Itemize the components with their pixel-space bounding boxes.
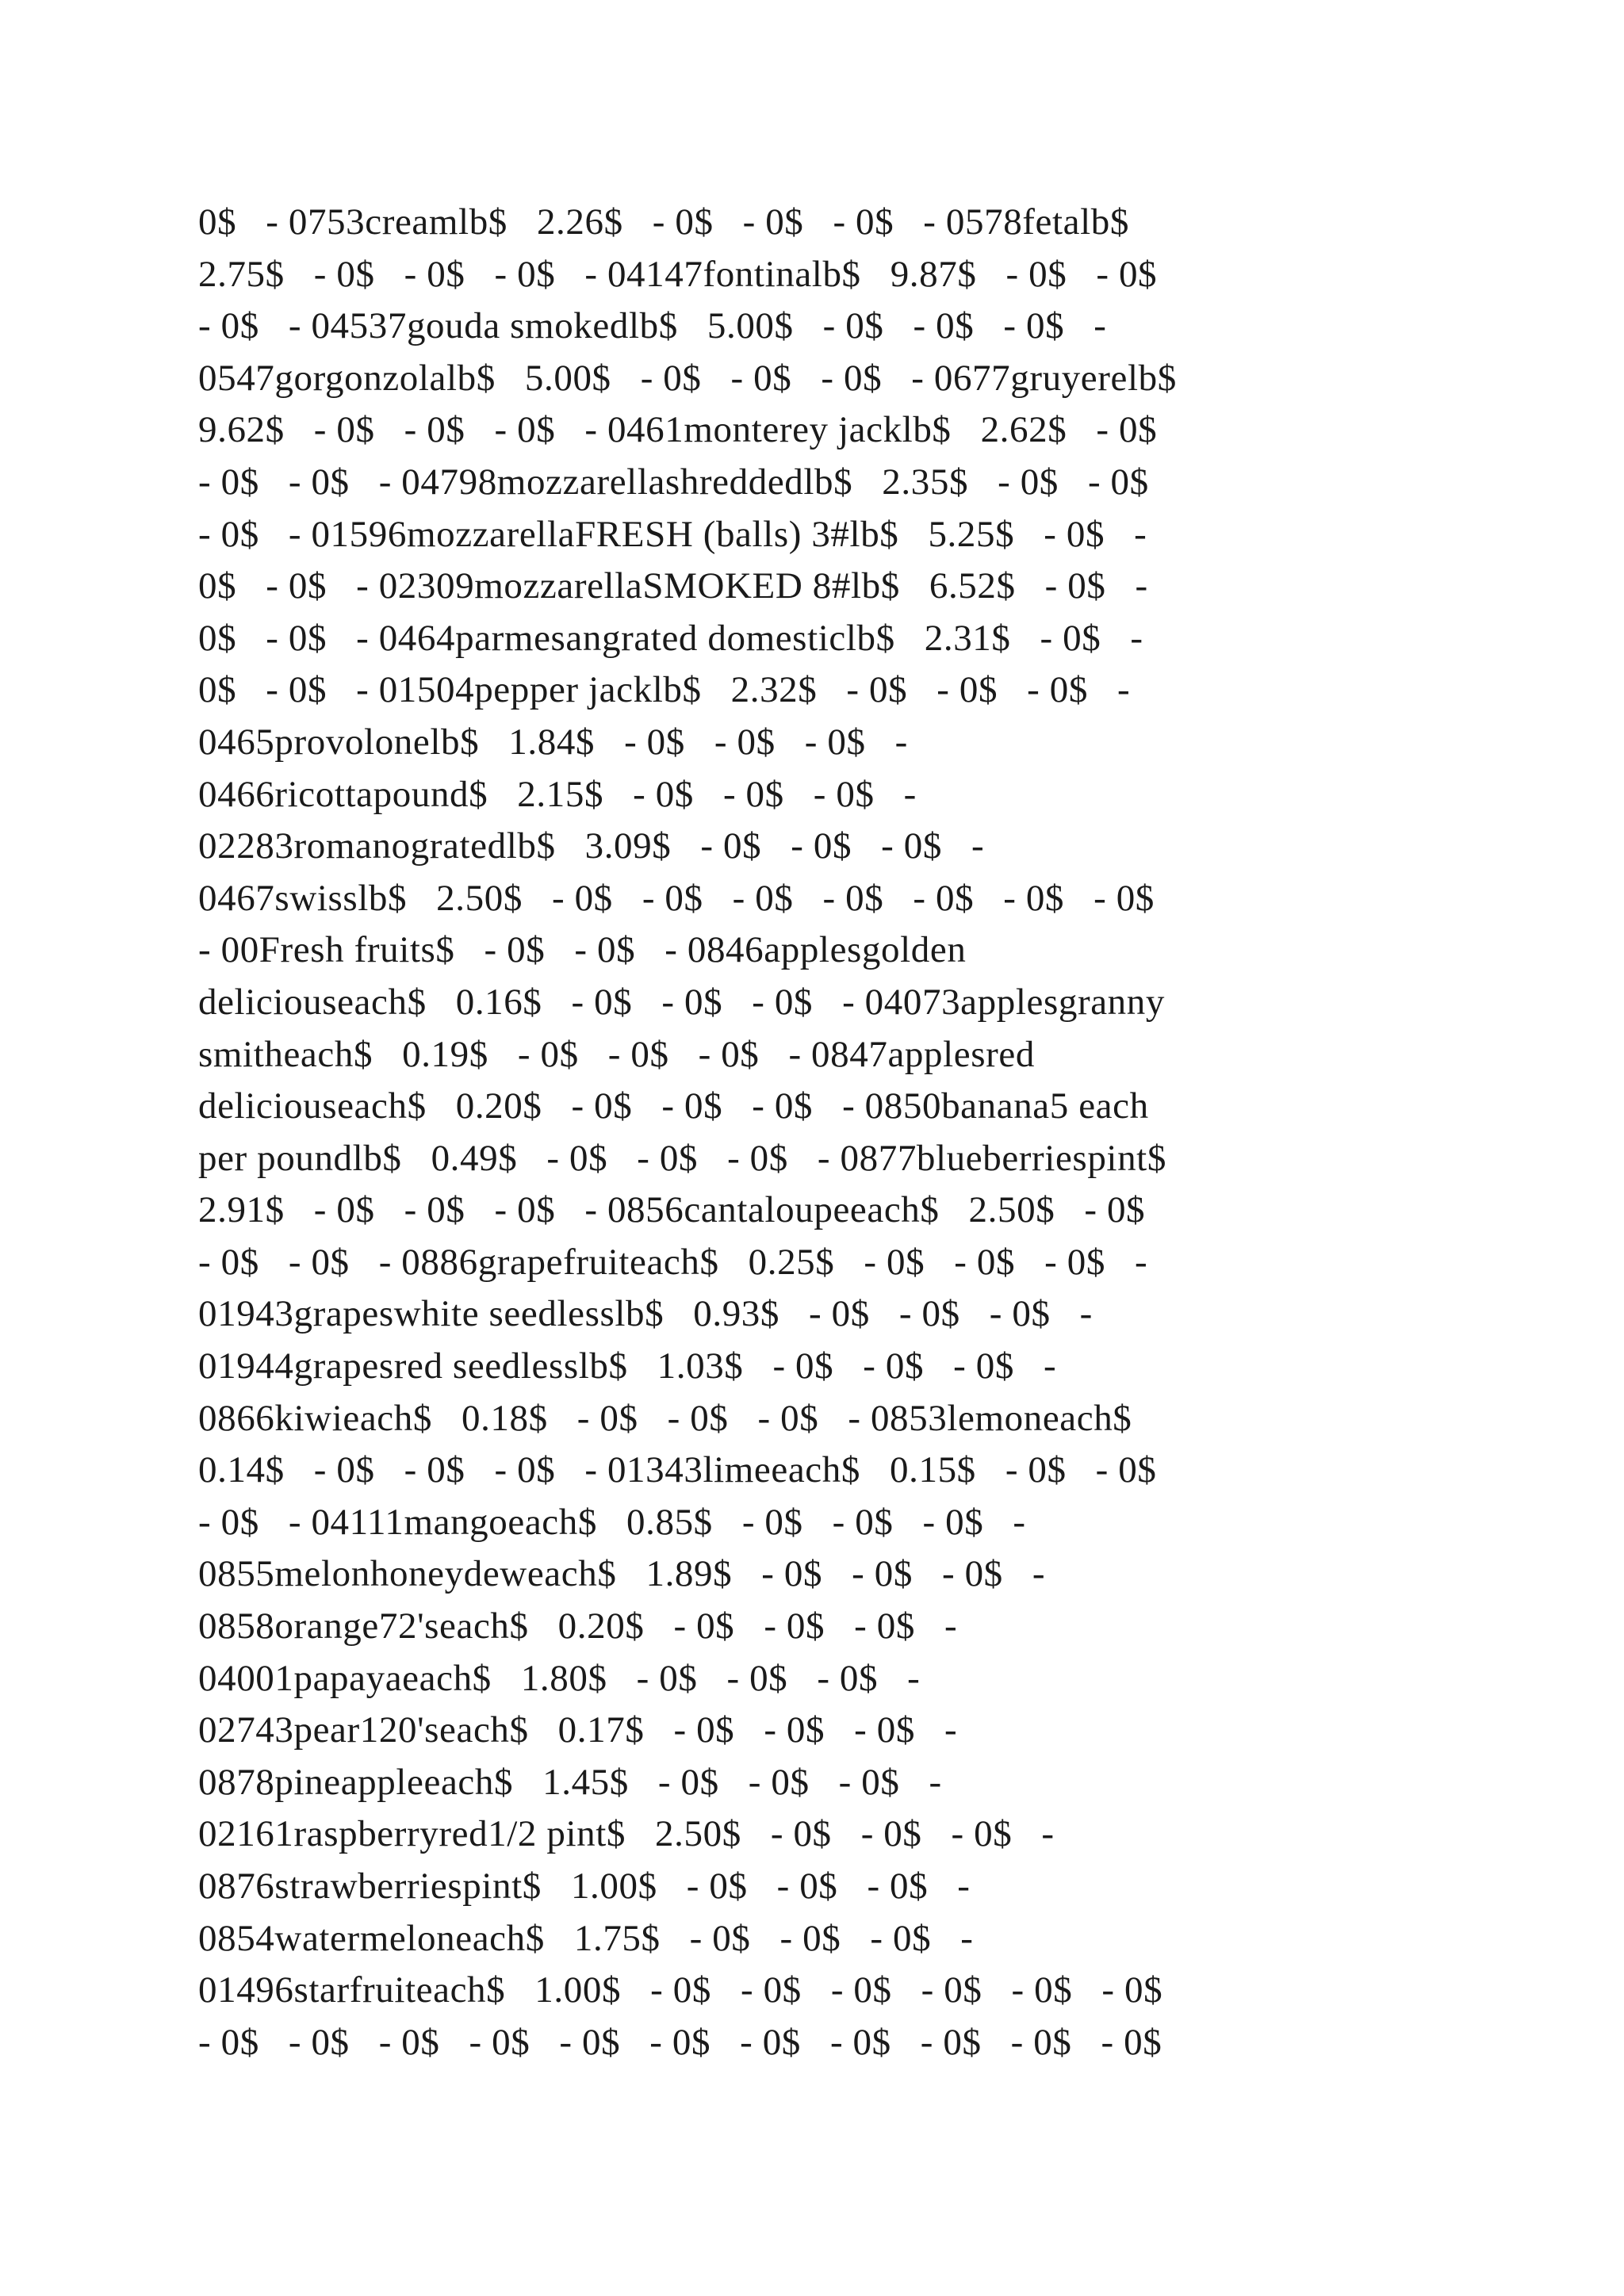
text-line: 02743pear120'seach$ 0.17$ - 0$ - 0$ - 0$ - [198, 1709, 958, 1751]
text-line: 0.14$ - 0$ - 0$ - 0$ - 01343limeeach$ 0.15$ - 0$ - 0$ [198, 1449, 1157, 1491]
text-line: - 0$ - 0$ - 0$ - 0$ - 0$ - 0$ - 0$ - 0$ - 0$ - 0$ - 0$ [198, 2021, 1162, 2063]
text-line: 0547gorgonzolalb$ 5.00$ - 0$ - 0$ - 0$ - 0677gruyerelb$ [198, 357, 1177, 399]
text-line: - 0$ - 0$ - 04798mozzarellashreddedlb$ 2.35$ - 0$ - 0$ [198, 461, 1149, 503]
text-line: - 00Fresh fruits$ - 0$ - 0$ - 0846applesgolden [198, 929, 967, 971]
text-line: per poundlb$ 0.49$ - 0$ - 0$ - 0$ - 0877blueberriespint$ [198, 1137, 1166, 1179]
text-line: 0878pineappleeach$ 1.45$ - 0$ - 0$ - 0$ - [198, 1761, 942, 1803]
text-line: 02283romanogratedlb$ 3.09$ - 0$ - 0$ - 0$ - [198, 825, 985, 867]
text-line: deliciouseach$ 0.16$ - 0$ - 0$ - 0$ - 04073applesgranny [198, 981, 1165, 1023]
text-line: 0466ricottapound$ 2.15$ - 0$ - 0$ - 0$ - [198, 773, 917, 815]
text-line: deliciouseach$ 0.20$ - 0$ - 0$ - 0$ - 0850banana5 each [198, 1085, 1149, 1127]
text-line: 01944grapesred seedlesslb$ 1.03$ - 0$ - 0$ - 0$ - [198, 1345, 1057, 1387]
text-line: 04001papayaeach$ 1.80$ - 0$ - 0$ - 0$ - [198, 1657, 921, 1699]
text-line: 01496starfruiteach$ 1.00$ - 0$ - 0$ - 0$ - 0$ - 0$ - 0$ [198, 1969, 1163, 2011]
text-line: 2.75$ - 0$ - 0$ - 0$ - 04147fontinalb$ 9.87$ - 0$ - 0$ [198, 253, 1158, 295]
text-line: 0858orange72'seach$ 0.20$ - 0$ - 0$ - 0$ - [198, 1605, 958, 1647]
text-line: 0$ - 0$ - 0464parmesangrated domesticlb$ 2.31$ - 0$ - [198, 617, 1143, 659]
text-line: 0$ - 0753creamlb$ 2.26$ - 0$ - 0$ - 0$ - 0578fetalb$ [198, 201, 1129, 243]
text-line: - 0$ - 01596mozzarellaFRESH (balls) 3#lb$ 5.25$ - 0$ - [198, 513, 1147, 555]
text-line: 0855melonhoneydeweach$ 1.89$ - 0$ - 0$ - 0$ - [198, 1553, 1046, 1595]
text-line: 0854watermeloneach$ 1.75$ - 0$ - 0$ - 0$ - [198, 1917, 974, 1959]
text-line: 2.91$ - 0$ - 0$ - 0$ - 0856cantaloupeeach$ 2.50$ - 0$ [198, 1189, 1146, 1231]
text-line: 0$ - 0$ - 02309mozzarellaSMOKED 8#lb$ 6.52$ - 0$ - [198, 565, 1148, 607]
text-line: 0$ - 0$ - 01504pepper jacklb$ 2.32$ - 0$ - 0$ - 0$ - [198, 669, 1131, 711]
text-line: 0866kiwieach$ 0.18$ - 0$ - 0$ - 0$ - 0853lemoneach$ [198, 1397, 1132, 1439]
text-line: 01943grapeswhite seedlesslb$ 0.93$ - 0$ - 0$ - 0$ - [198, 1293, 1093, 1335]
text-line: smitheach$ 0.19$ - 0$ - 0$ - 0$ - 0847applesred [198, 1033, 1035, 1075]
text-line: - 0$ - 04537gouda smokedlb$ 5.00$ - 0$ - 0$ - 0$ - [198, 305, 1107, 347]
text-line: - 0$ - 0$ - 0886grapefruiteach$ 0.25$ - 0$ - 0$ - 0$ - [198, 1241, 1148, 1283]
text-line: 0467swisslb$ 2.50$ - 0$ - 0$ - 0$ - 0$ - 0$ - 0$ - 0$ [198, 877, 1155, 919]
text-line: 9.62$ - 0$ - 0$ - 0$ - 0461monterey jacklb$ 2.62$ - 0$ [198, 409, 1158, 451]
text-line: 0876strawberriespint$ 1.00$ - 0$ - 0$ - 0$ - [198, 1866, 971, 1907]
text-line: 0465provolonelb$ 1.84$ - 0$ - 0$ - 0$ - [198, 721, 908, 763]
text-line: - 0$ - 04111mangoeach$ 0.85$ - 0$ - 0$ - 0$ - [198, 1501, 1026, 1543]
price-list-text [198, 197, 1499, 2068]
text-line: 02161raspberryred1/2 pint$ 2.50$ - 0$ - 0$ - 0$ - [198, 1813, 1055, 1855]
